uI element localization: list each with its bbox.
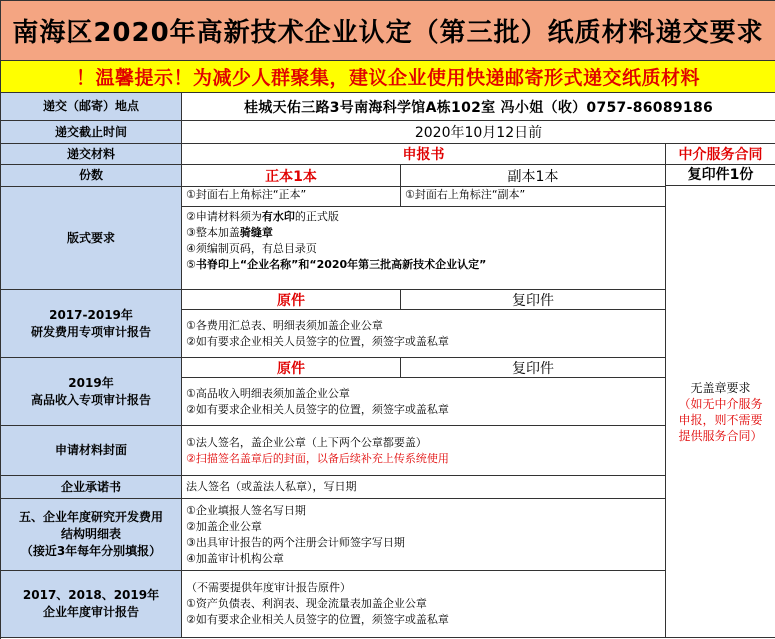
annual-audit-items: （不需要提供年度审计报告原件） ①资产负债表、利润表、现金流量表加盖企业公章 ②如有要求企业相关人员签字的位置，须签字或盖私章 <box>182 571 666 638</box>
original-count: 正本1本 <box>182 165 401 187</box>
format-item-2: ②申请材料须为有水印的正式版 <box>186 210 339 223</box>
warning-banner: ！温馨提示！为减少人群聚集，建议企业使用快递邮寄形式递交纸质材料 <box>1 61 775 93</box>
cover-items: ①法人签名，盖企业公章（上下两个公章都要盖） ②扫描签名盖章后的封面，以备后续补充上传系统使用 <box>182 426 666 476</box>
rd-detail-label: 五、企业年度研究开发费用 结构明细表 （接近3年每年分别填报） <box>1 499 182 571</box>
format-item-4: ④须编制页码，有总目录页 <box>186 242 317 255</box>
copy-count: 复印件1份 <box>687 167 754 183</box>
cover-label: 申请材料封面 <box>1 426 182 476</box>
side-note-red-1: （如无中介服务 <box>678 396 763 411</box>
income-audit-label: 2019年 高品收入专项审计报告 <box>1 358 182 426</box>
format-original-note: ①封面右上角标注“正本” <box>182 187 401 206</box>
address-value: 桂城天佑三路3号南海科学馆A栋102室 冯小姐（收）0757-86089186 <box>182 93 775 121</box>
income-audit-copy: 复印件 <box>401 358 666 378</box>
format-label: 版式要求 <box>1 187 182 290</box>
commitment-value: 法人签名（或盖法人私章），写日期 <box>182 476 666 499</box>
side-note-line1: 无盖章要求 <box>690 380 751 395</box>
report-header: 申报书 <box>182 144 666 165</box>
income-audit-original: 原件 <box>182 358 401 378</box>
format-item-3: ③整本加盖骑缝章 <box>186 226 273 239</box>
contract-column <box>666 165 775 638</box>
format-items <box>182 207 665 289</box>
deadline-value: 2020年10月12日前 <box>182 121 775 144</box>
format-item-5: ⑤书脊印上“企业名称”和“2020年第三批高新技术企业认定” <box>186 258 487 271</box>
income-audit-items: ①高品收入明细表须加盖企业公章 ②如有要求企业相关人员签字的位置，须签字或盖私章 <box>182 378 666 426</box>
deadline-label: 递交截止时间 <box>1 121 182 144</box>
side-note-red-2: 申报，则不需要 <box>678 412 763 427</box>
rd-audit-original: 原件 <box>182 290 401 310</box>
side-note <box>666 185 775 637</box>
materials-label: 递交材料 <box>1 144 182 165</box>
page-title: 南海区2020年高新技术企业认定（第三批）纸质材料递交要求 <box>1 1 775 61</box>
rd-audit-items: ①各费用汇总表、明细表须加盖企业公章 ②如有要求企业相关人员签字的位置，须签字或盖私章 <box>182 310 666 358</box>
rd-detail-items: ①企业填报人签名写日期 ②加盖企业公章 ③出具审计报告的两个注册会计师签字写日期 ④加盖审计机构公章 <box>182 499 666 571</box>
copies-label: 份数 <box>1 165 182 187</box>
rd-audit-copy: 复印件 <box>401 290 666 310</box>
commitment-label: 企业承诺书 <box>1 476 182 499</box>
address-label: 递交（邮寄）地点 <box>1 93 182 121</box>
format-content <box>182 187 666 290</box>
annual-audit-label: 2017、2018、2019年 企业年度审计报告 <box>1 571 182 638</box>
contract-header: 中介服务合同 <box>666 144 775 165</box>
format-duplicate-note: ①封面右上角标注“副本” <box>405 188 526 201</box>
rd-audit-label: 2017-2019年 研发费用专项审计报告 <box>1 290 182 358</box>
duplicate-count: 副本1本 <box>401 165 666 187</box>
side-note-red-3: 提供服务合同） <box>678 428 763 443</box>
